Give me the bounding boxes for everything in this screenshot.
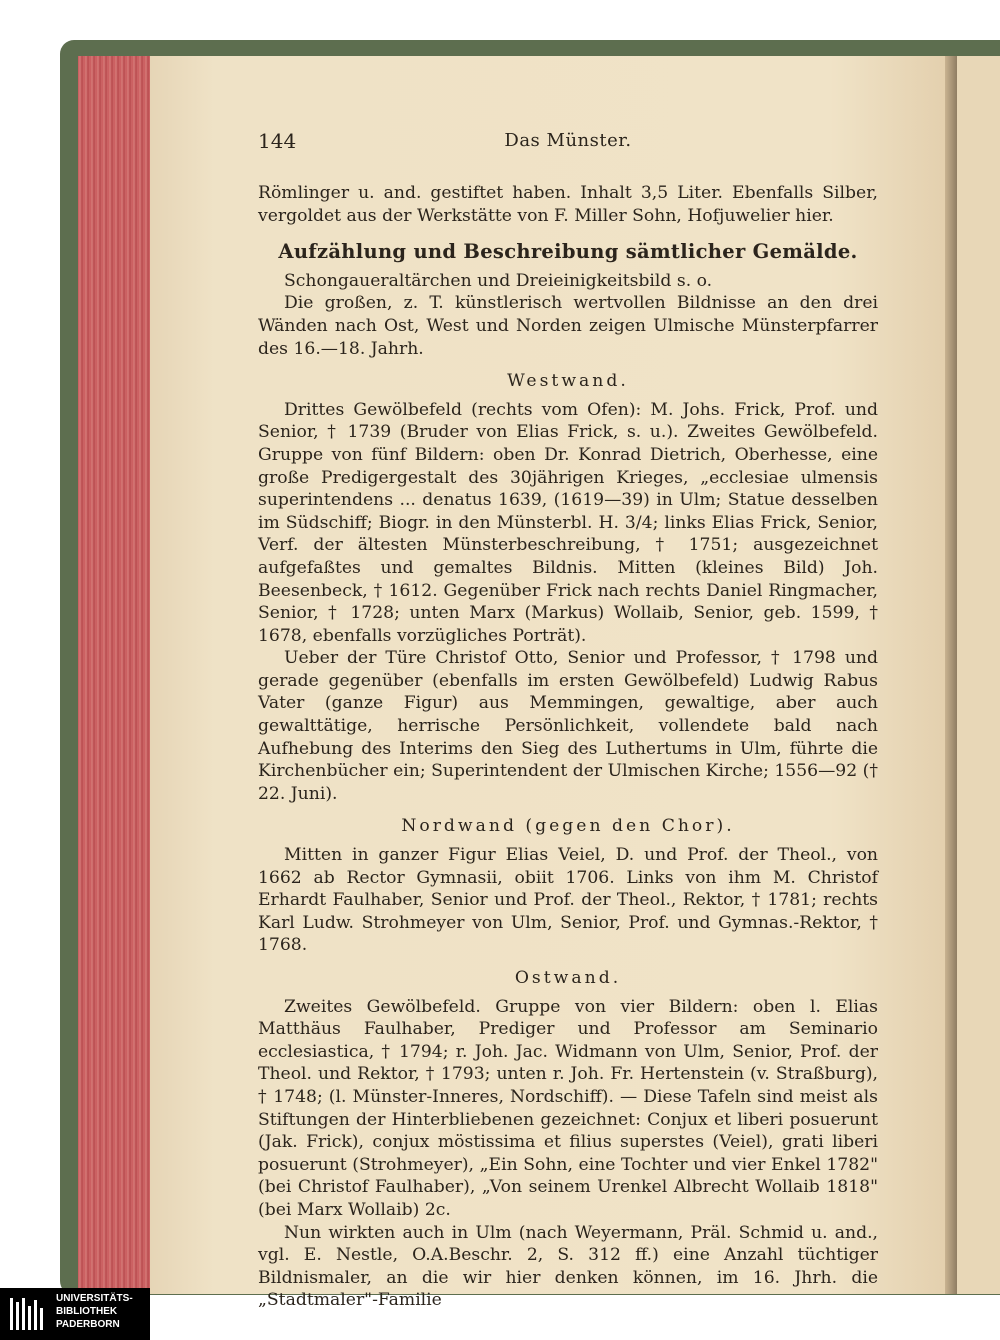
section-heading: Aufzählung und Beschreibung sämtlicher Gemälde. bbox=[278, 240, 858, 264]
book-gutter bbox=[945, 56, 957, 1294]
subheading-east: Ostwand. bbox=[514, 968, 622, 988]
north-paragraph: Mitten in ganzer Figur Elias Veiel, D. und Prof. der Theol., von 1662 ab Rector Gymnasii, obiit 1706. Links von ihm M. Christof Erhardt Faulhaber, Senior und Prof. der Theol., Rektor, † 1781; rechts Karl Ludw. Strohmeyer von Ulm, Senior, Prof. und Gymnas.-Rektor, † 1768. bbox=[258, 845, 878, 956]
paragraph-top: Römlinger u. and. gestiftet haben. Inhalt 3,5 Liter. Ebenfalls Silber, vergoldet aus der Werkstätte von F. Miller Sohn, Hofjuwelier hier. bbox=[258, 183, 878, 226]
facing-page-edge bbox=[957, 56, 1000, 1294]
running-head bbox=[258, 130, 878, 160]
logo-line-3: PADERBORN bbox=[56, 1319, 120, 1330]
running-title: Das Münster. bbox=[504, 130, 632, 151]
logo-line-1: UNIVERSITÄTS- bbox=[56, 1293, 133, 1304]
west-paragraph: Ueber der Türe Christof Otto, Senior und Professor, † 1798 und gerade gegenüber (ebenfalls im ersten Gewölbefeld) Ludwig Rabus Vater (ganze Figur) aus Memmingen, gewaltige, aber auch gewalttätige, herrische Persönlichkeit, vollendete bald nach Aufhebung des Interims den Sieg des Luthertums in Ulm, führte die Kirchenbücher ein; Superintendent der Ulmischen Kirche; 1556—92 († 22. Juni). bbox=[258, 648, 878, 804]
page-content bbox=[258, 130, 878, 1312]
west-paragraph: Drittes Gewölbefeld (rechts vom Ofen): M. Johs. Frick, Prof. und Senior, † 1739 (Bruder von Elias Frick, s. u.). Zweites Gewölbefeld. Gruppe von fünf Bildern: oben Dr. Konrad Dietrich, Oberhesse, eine große Predigergestalt des 30jährigen Krieges, „ecclesiae ulmensis superintendens ... denatus 1639, (1619—39) in Ulm; Statue desselben im Südschiff; Biogr. in den Münsterbl. H. 3/4; links Elias Frick, Senior, Verf. der ältesten Münsterbeschreibung, † 1751; ausgezeichnet aufgefaßtes und gemaltes Bildnis. Mitten (kleines Bild) Joh. Beesenbeck, † 1612. Gegenüber Frick nach rechts Daniel Ringmacher, Senior, † 1728; unten Marx (Markus) Wollaib, Senior, geb. 1599, † 1678, ebenfalls vorzügliches Porträt). bbox=[258, 399, 878, 646]
page-number: 144 bbox=[258, 129, 297, 153]
east-paragraph: Zweites Gewölbefeld. Gruppe von vier Bildern: oben l. Elias Matthäus Faulhaber, Prediger und Professor am Seminario ecclesiastica, † 1794; r. Joh. Jac. Widmann von Ulm, Senior, Prof. der Theol. und Rektor, † 1793; unten r. Joh. Fr. Hertenstein (v. Straßburg), † 1748; (l. Münster-Inneres, Nordschiff). — Diese Tafeln sind meist als Stiftungen der Hinterbliebenen gezeichnet: Conjux et liberi posuerunt (Jak. Frick), conjux möstissima et filius superstes (Veiel), grati liberi posuerunt (Strohmeyer), „Ein Sohn, eine Tochter und vier Enkel 1782" (bei Christof Faulhaber), „Von seinem Urenkel Albrecht Wollaib 1818" (bei Marx Wollaib) 2c. bbox=[258, 996, 878, 1220]
east-paragraph: Nun wirkten auch in Ulm (nach Weyermann, Präl. Schmid u. and., vgl. E. Nestle, O.A.Beschr. 2, S. 312 ff.) eine Anzahl tüchtiger Bildnismaler, an die wir hier denken können, im 16. Jhrh. die „Stadtmaler"-Familie bbox=[258, 1222, 878, 1311]
page-edges bbox=[78, 56, 150, 1294]
intro-paragraph: Die großen, z. T. künstlerisch wertvollen Bildnisse an den drei Wänden nach Ost, West und Norden zeigen Ulmische Münsterpfarrer des 16.—18. Jahrh. bbox=[258, 293, 878, 359]
subheading-west: Westwand. bbox=[507, 371, 629, 392]
subheading-north: Nordwand (gegen den Chor). bbox=[401, 816, 735, 837]
library-logo-icon bbox=[8, 1296, 48, 1332]
intro-paragraph: Schongaueraltärchen und Dreieinigkeitsbild s. o. bbox=[284, 270, 713, 291]
library-logo bbox=[0, 1288, 150, 1340]
library-logo-text bbox=[56, 1292, 133, 1331]
logo-line-2: BIBLIOTHEK bbox=[56, 1306, 118, 1317]
